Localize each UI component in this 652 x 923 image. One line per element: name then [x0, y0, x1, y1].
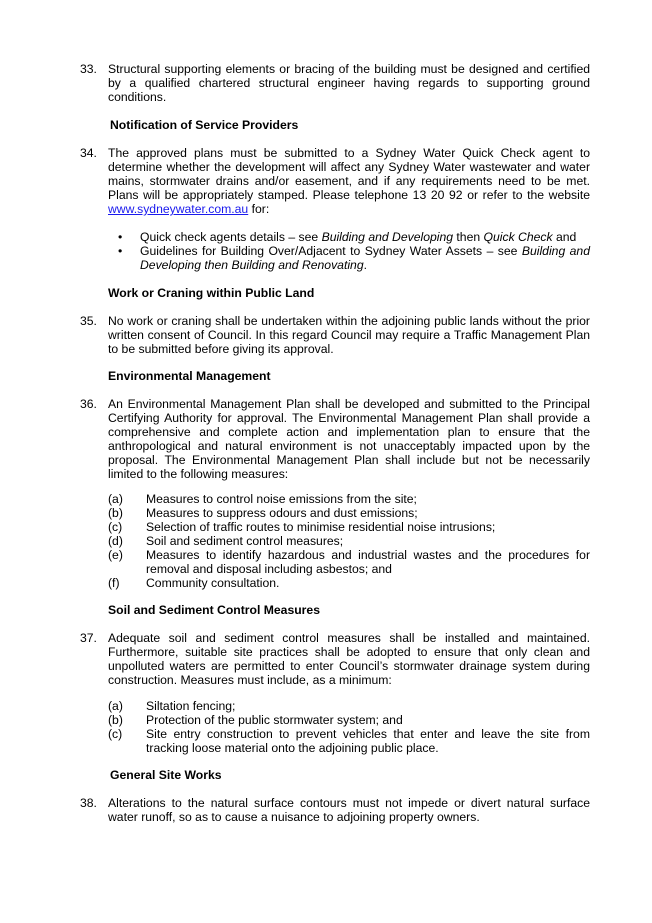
condition-36: [80, 397, 590, 481]
condition-number: 35.: [80, 314, 97, 328]
condition-34: [80, 146, 590, 216]
measure-item: [108, 548, 590, 576]
measure-label: (e): [108, 548, 123, 562]
measure-text: Community consultation.: [146, 576, 280, 590]
condition-37: [80, 631, 590, 687]
heading-soil-sediment: Soil and Sediment Control Measures: [108, 603, 320, 617]
condition-text: Adequate soil and sediment control measures shall be installed and maintained. Furthermore, suitable site practices shall be adopted to ensure that only clean and unpolluted waters are permitted to enter Council’s stormwater drainage system during construction. Measures must include, as a minimum:: [108, 631, 590, 687]
condition-number: 33.: [80, 62, 97, 76]
bullet-icon: •: [118, 230, 123, 244]
measure-text: Measures to control noise emissions from the site;: [146, 492, 417, 506]
bullet-icon: •: [118, 244, 123, 258]
measure-item: [108, 699, 590, 713]
heading-environmental: Environmental Management: [108, 369, 271, 383]
condition-text: Structural supporting elements or bracing of the building must be designed and certified by a qualified chartered structural engineer having regards to supporting ground conditions.: [108, 62, 590, 104]
measure-item: [108, 492, 590, 506]
condition-number: 36.: [80, 397, 97, 411]
measure-text: Soil and sediment control measures;: [146, 534, 344, 548]
measure-text: Protection of the public stormwater system; and: [146, 713, 403, 727]
heading-craning: Work or Craning within Public Land: [108, 286, 315, 300]
measure-item: [108, 534, 590, 548]
measure-label: (a): [108, 699, 123, 713]
condition-33: [80, 62, 590, 104]
condition-text: An Environmental Management Plan shall be developed and submitted to the Principal Certifying Authority for approval. The Environmental Management Plan shall provide a comprehensive and complete action and implementation plan to ensure that the anthropological and natural environment is not unacceptably impacted upon by the proposal. The Environmental Management Plan shall include but not be necessarily limited to the following measures:: [108, 397, 590, 481]
measure-label: (b): [108, 506, 123, 520]
condition-text: No work or craning shall be undertaken within the adjoining public lands without the prior written consent of Council. In this regard Council may require a Traffic Management Plan to be submitted before giving its approval.: [108, 314, 590, 356]
heading-general-site: General Site Works: [110, 768, 222, 782]
measure-item: [108, 727, 590, 755]
sydney-water-link[interactable]: www.sydneywater.com.au: [108, 202, 249, 216]
heading-service-providers: Notification of Service Providers: [110, 118, 299, 132]
measure-list: [108, 492, 590, 590]
measure-text: Measures to identify hazardous and industrial wastes and the procedures for removal and disposal including asbestos; and: [146, 548, 590, 576]
condition-text: [108, 146, 590, 216]
measure-item: [108, 520, 590, 534]
condition-35: [80, 314, 590, 356]
measure-label: (f): [108, 576, 120, 590]
measure-text: Measures to suppress odours and dust emissions;: [146, 506, 418, 520]
bullet-text: Quick check agents details – see: [140, 230, 322, 244]
bullet-text: then: [453, 230, 484, 244]
bullet-list: [118, 230, 590, 272]
bullet-text: and: [552, 230, 577, 244]
measure-item: [108, 713, 590, 727]
measure-label: (a): [108, 492, 123, 506]
condition-number: 34.: [80, 146, 97, 160]
measure-text: Site entry construction to prevent vehicles that enter and leave the site from tracking loose material onto the adjoining public place.: [146, 727, 590, 755]
measure-label: (c): [108, 520, 123, 534]
bullet-text: .: [363, 258, 367, 272]
bullet-text-italic: Quick Check: [483, 230, 553, 244]
bullet-text: Guidelines for Building Over/Adjacent to Sydney Water Assets – see: [140, 244, 522, 258]
condition-38: [80, 796, 590, 824]
measure-item: [108, 576, 590, 590]
measure-label: (b): [108, 713, 123, 727]
bullet-text-italic: Building and Developing then Building and Renovating: [140, 244, 590, 272]
condition-text-part: for:: [248, 202, 270, 216]
condition-text-part: The approved plans must be submitted to a Sydney Water Quick Check agent to determine whether the development will affect any Sydney Water wastewater and water mains, stormwater drains and/or easement, and if any requirements need to be met. Plans will be appropriately stamped. Please telephone 13 20 92 or refer to the website: [108, 146, 590, 202]
measure-text: Selection of traffic routes to minimise residential noise intrusions;: [146, 520, 496, 534]
measure-item: [108, 506, 590, 520]
measure-label: (d): [108, 534, 123, 548]
measure-text: Siltation fencing;: [146, 699, 236, 713]
condition-number: 38.: [80, 796, 97, 810]
condition-number: 37.: [80, 631, 97, 645]
bullet-text-italic: Building and Developing: [321, 230, 454, 244]
bullet-item: [118, 244, 590, 272]
measure-label: (c): [108, 727, 123, 741]
bullet-item: [118, 230, 590, 244]
condition-text: Alterations to the natural surface contours must not impede or divert natural surface water runoff, so as to cause a nuisance to adjoining property owners.: [108, 796, 590, 824]
measure-list: [108, 699, 590, 755]
